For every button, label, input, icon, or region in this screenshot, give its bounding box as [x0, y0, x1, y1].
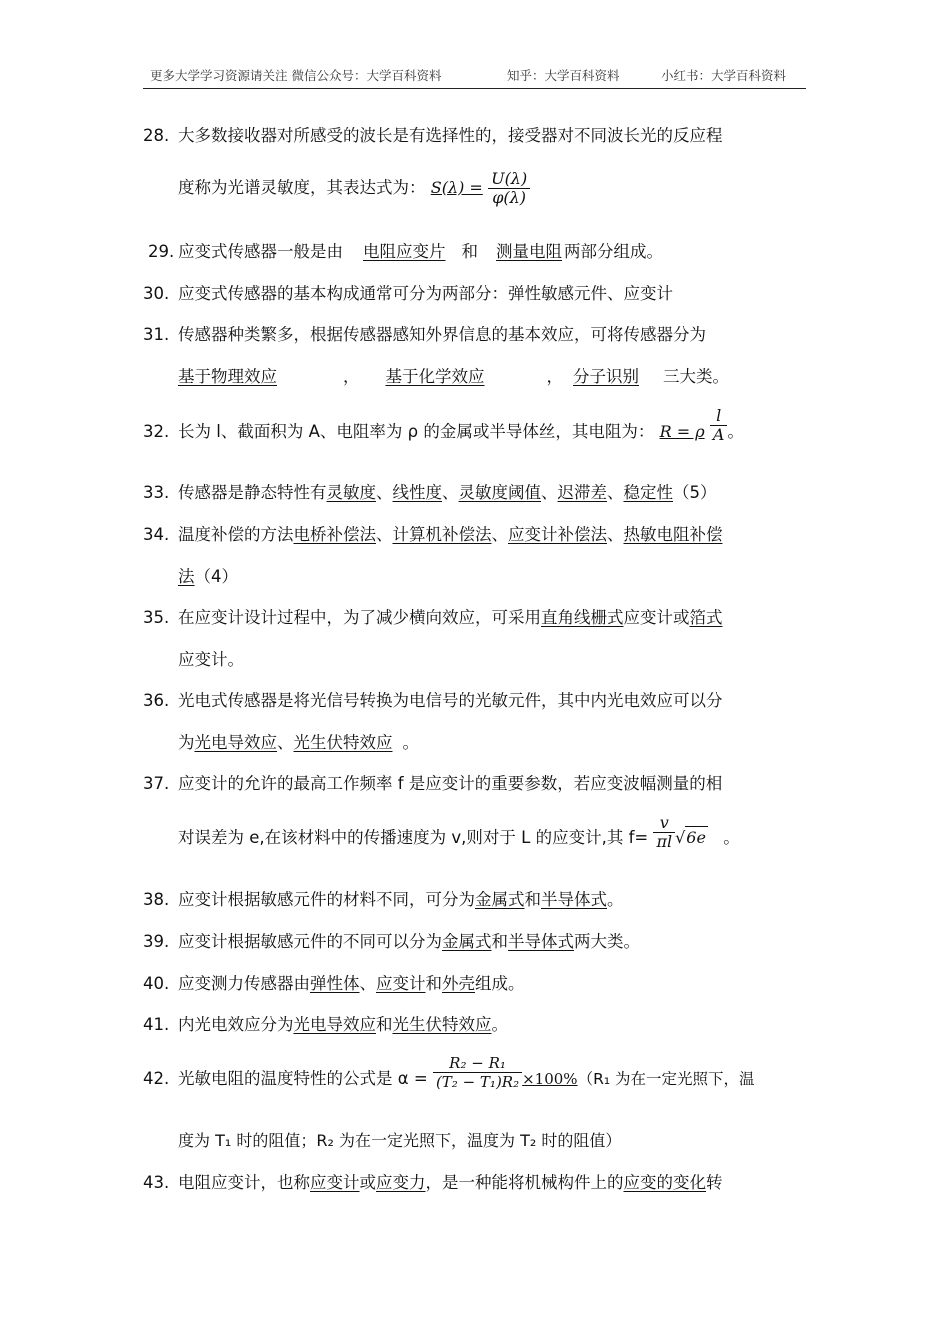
answer-blank: 光电导效应 — [293, 1015, 376, 1034]
header-right: 小红书：大学百科资料 — [661, 68, 787, 83]
formula-denominator: φ(λ) — [488, 188, 530, 207]
separator: 、 — [277, 733, 294, 752]
question-text: （R₁ 为在一定光照下，温 — [577, 1070, 755, 1088]
question-41 — [143, 1014, 811, 1036]
question-number: 38. — [143, 890, 170, 909]
question-text: 在应变计设计过程中，为了减少横向效应，可采用 — [178, 608, 541, 627]
formula-denominator: A — [710, 425, 728, 444]
question-text: 为 — [178, 733, 195, 752]
answer-blank: 应变力 — [376, 1173, 426, 1192]
question-text: 两部分组成。 — [564, 242, 663, 261]
question-number: 28. — [143, 126, 170, 145]
question-text: 温度补偿的方法 — [178, 525, 294, 544]
separator: 、 — [376, 483, 393, 502]
question-text: 应变计或 — [623, 608, 690, 627]
answer-blank: 金属式 — [475, 890, 525, 909]
question-number: 33. — [143, 483, 170, 502]
answer-blank: 半导体式 — [541, 890, 607, 909]
question-33 — [143, 482, 811, 504]
formula-numerator: v — [659, 813, 669, 832]
resistance-formula — [710, 407, 728, 444]
separator: ， — [343, 367, 360, 386]
answer-blank: 光生伏特效应 — [392, 1015, 492, 1034]
question-text: （4） — [194, 567, 238, 586]
question-39 — [143, 931, 811, 953]
question-42 — [143, 1054, 811, 1091]
question-text: 对误差为 e,在该材料中的传播速度为 v,则对于 L 的应变计,其 f= — [178, 828, 649, 847]
question-number: 29. — [148, 242, 175, 261]
formula-numerator: l — [716, 406, 722, 425]
question-43 — [143, 1172, 811, 1194]
question-34 — [143, 524, 811, 546]
formula-radicand: 6e — [686, 828, 706, 847]
answer-blank: 基于化学效应 — [385, 367, 485, 386]
question-text: 。 — [402, 733, 419, 752]
answer-blank: 热敏电阻补偿 — [623, 525, 723, 544]
answer-blank: 直角线栅式 — [541, 608, 624, 627]
question-text: 电阻应变计，也称 — [178, 1173, 310, 1192]
question-text: 大多数接收器对所感受的波长是有选择性的，接受器对不同波长光的反应程 — [178, 126, 723, 145]
separator: 、 — [359, 974, 376, 993]
answer-blank: 弹性体 — [310, 974, 360, 993]
answer-blank: 灵敏度 — [326, 483, 376, 502]
question-number: 32. — [143, 422, 170, 441]
question-36-line2 — [178, 732, 419, 754]
question-number: 40. — [143, 974, 170, 993]
question-text: 。 — [491, 1015, 508, 1034]
question-text: 两大类。 — [574, 932, 640, 951]
question-number: 37. — [143, 774, 170, 793]
question-text: 和 — [461, 242, 478, 261]
question-text: 应变计的允许的最高工作频率 f 是应变计的重要参数，若应变波幅测量的相 — [178, 774, 723, 793]
question-text: （5） — [673, 483, 717, 502]
question-text: 光敏电阻的温度特性的公式是 α = — [178, 1069, 428, 1088]
question-35 — [143, 607, 811, 629]
formula-multiplier: ×100% — [522, 1070, 578, 1088]
question-number: 43. — [143, 1173, 170, 1192]
question-text: 和 — [376, 1015, 393, 1034]
question-text: 。 — [607, 890, 624, 909]
answer-blank: 光生伏特效应 — [293, 733, 393, 752]
spectral-sensitivity-formula — [488, 170, 530, 207]
question-number: 36. — [143, 691, 170, 710]
answer-blank: 电桥补偿法 — [293, 525, 376, 544]
question-31 — [143, 324, 811, 346]
answer-blank: 基于物理效应 — [178, 367, 277, 386]
question-number: 34. — [143, 525, 170, 544]
formula-denominator: (T₂ − T₁)R₂ — [433, 1072, 522, 1091]
question-29 — [148, 241, 816, 263]
question-text: 传感器是静态特性有 — [178, 483, 327, 502]
formula-numerator: U(λ) — [491, 169, 528, 188]
question-text: 三大类。 — [663, 367, 729, 386]
header-left: 更多大学学习资源请关注 微信公众号：大学百科资料 — [150, 68, 442, 83]
question-text: 内光电效应分为 — [178, 1015, 294, 1034]
question-number: 31. — [143, 325, 170, 344]
header-rule — [143, 88, 806, 89]
answer-blank: 半导体式 — [508, 932, 574, 951]
question-text: 光电式传感器是将光信号转换为电信号的光敏元件，其中内光电效应可以分 — [178, 691, 723, 710]
question-text: 。 — [723, 828, 740, 847]
answer-blank: 电阻应变片 — [363, 242, 446, 261]
answer-blank: 计算机补偿法 — [392, 525, 492, 544]
sqrt-icon: √ — [675, 828, 686, 847]
answer-blank: 应变计补偿法 — [508, 525, 607, 544]
question-text: 应变计根据敏感元件的材料不同，可分为 — [178, 890, 475, 909]
question-31-line2 — [178, 366, 729, 388]
question-text: 转 — [706, 1173, 723, 1192]
answer-blank: 箔式 — [689, 608, 723, 627]
question-text: 应变式传感器一般是由 — [178, 242, 343, 261]
question-number: 42. — [143, 1069, 170, 1088]
question-text: 和 — [524, 890, 541, 909]
question-text: 长为 l、截面积为 A、电阻率为 ρ 的金属或半导体丝，其电阻为： — [178, 422, 655, 441]
question-42-line2: 度为 T₁ 时的阻值；R₂ 为在一定光照下，温度为 T₂ 时的阻值） — [178, 1131, 622, 1150]
header-middle: 知乎：大学百科资料 — [507, 68, 620, 83]
question-number: 30. — [143, 284, 170, 303]
question-28 — [143, 125, 811, 147]
answer-blank: 应变的变化 — [623, 1173, 706, 1192]
question-number: 41. — [143, 1015, 170, 1034]
separator: 、 — [607, 525, 624, 544]
answer-blank: 外壳 — [442, 974, 475, 993]
formula-lhs: S(λ) = — [430, 178, 483, 197]
formula-denominator: πl — [653, 832, 675, 851]
question-34-line2 — [178, 566, 238, 588]
answer-blank: 应变计 — [310, 1173, 360, 1192]
question-30 — [143, 283, 811, 305]
separator: ， — [546, 367, 563, 386]
question-32 — [143, 406, 811, 444]
question-text: 组成。 — [475, 974, 525, 993]
question-text: 应变测力传感器由 — [178, 974, 310, 993]
question-number: 35. — [143, 608, 170, 627]
question-37-line2 — [178, 813, 740, 851]
answer-blank: 应变计 — [376, 974, 426, 993]
question-text: 应变计根据敏感元件的不同可以分为 — [178, 932, 442, 951]
question-text: 。 — [727, 422, 744, 441]
temperature-coefficient-formula — [433, 1054, 522, 1091]
separator: 、 — [491, 525, 508, 544]
answer-blank: 金属式 — [442, 932, 492, 951]
question-40 — [143, 973, 811, 995]
question-text: 应变式传感器的基本构成通常可分为两部分：弹性敏感元件、应变计 — [178, 284, 673, 303]
frequency-formula — [653, 814, 675, 851]
separator: 、 — [541, 483, 558, 502]
answer-blank: 光电导效应 — [194, 733, 277, 752]
answer-blank: 稳定性 — [623, 483, 673, 502]
answer-blank: 测量电阻 — [496, 242, 562, 261]
question-number: 39. — [143, 932, 170, 951]
formula-lhs: R = ρ — [659, 422, 705, 441]
answer-blank: 迟滞差 — [557, 483, 607, 502]
question-text: 和 — [491, 932, 508, 951]
question-text: 或 — [359, 1173, 376, 1192]
formula-numerator: R₂ − R₁ — [449, 1054, 506, 1072]
question-28-line2 — [178, 170, 530, 207]
answer-blank: 分子识别 — [573, 367, 639, 386]
question-38 — [143, 889, 811, 911]
separator: 、 — [376, 525, 393, 544]
question-36 — [143, 690, 811, 712]
answer-blank: 灵敏度阈值 — [458, 483, 541, 502]
separator: 、 — [607, 483, 624, 502]
question-35-line2: 应变计。 — [178, 650, 244, 669]
question-text: 传感器种类繁多，根据传感器感知外界信息的基本效应，可将传感器分为 — [178, 325, 706, 344]
question-text: 和 — [425, 974, 442, 993]
answer-blank: 法 — [178, 567, 195, 586]
answer-blank: 线性度 — [392, 483, 442, 502]
question-37 — [143, 773, 811, 795]
separator: 、 — [442, 483, 459, 502]
question-text: ，是一种能将机械构件上的 — [425, 1173, 624, 1192]
question-text: 度称为光谱灵敏度，其表达式为： — [178, 178, 426, 197]
